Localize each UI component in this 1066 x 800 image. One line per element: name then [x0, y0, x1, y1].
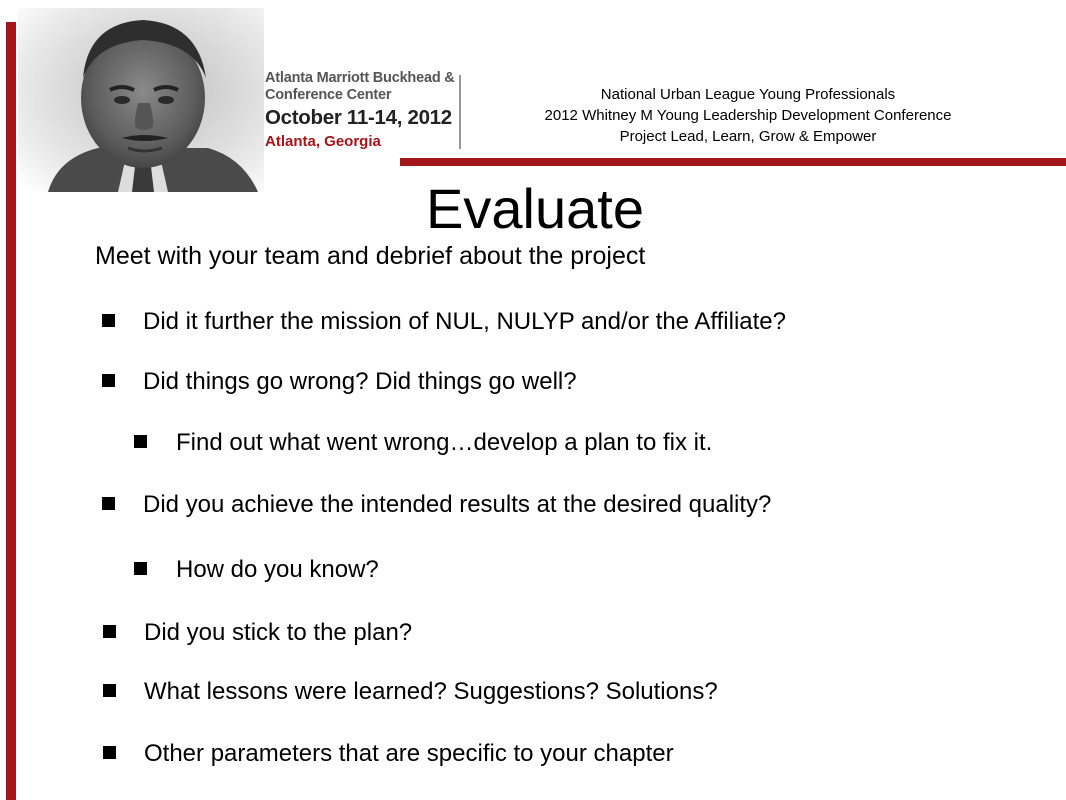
- bullet-text: Did you stick to the plan?: [144, 619, 413, 646]
- bullet-item: [102, 366, 577, 398]
- venue-divider: [459, 75, 461, 149]
- sub-bullet-item: [134, 427, 712, 459]
- bullet-text: What lessons were learned? Suggestions? Solutions?: [144, 678, 718, 705]
- header-divider-bar: [400, 158, 1066, 166]
- bullet-square-icon: [103, 625, 116, 638]
- venue-location: Atlanta, Georgia: [265, 133, 381, 150]
- bullet-text: Did it further the mission of NUL, NULYP and/or the Affiliate?: [143, 308, 786, 335]
- slide-subtitle: Meet with your team and debrief about the project: [95, 242, 646, 270]
- bullet-text: Other parameters that are specific to your chapter: [144, 740, 674, 767]
- sub-bullet-item: [134, 554, 379, 586]
- conference-line1: National Urban League Young Professionals: [600, 86, 896, 103]
- bullet-square-icon: [102, 497, 115, 510]
- bullet-item: [103, 617, 412, 649]
- portrait-photo: [18, 8, 264, 192]
- venue-name-line1: Atlanta Marriott Buckhead &: [265, 70, 455, 86]
- bullet-text: Did you achieve the intended results at the desired quality?: [143, 491, 772, 518]
- bullet-item: [103, 738, 674, 770]
- bullet-square-icon: [134, 562, 147, 575]
- bullet-square-icon: [103, 684, 116, 697]
- bullet-item: [103, 676, 718, 708]
- venue-block: [265, 70, 455, 152]
- conference-info: [468, 84, 1028, 147]
- left-accent-bar: [6, 22, 16, 800]
- bullet-item: [102, 489, 771, 521]
- conference-line3: Project Lead, Learn, Grow & Empower: [619, 128, 877, 145]
- slide-title: Evaluate: [426, 177, 644, 240]
- venue-dates: October 11-14, 2012: [265, 106, 452, 129]
- bullet-text: Find out what went wrong…develop a plan to fix it.: [176, 429, 713, 456]
- conference-line2: 2012 Whitney M Young Leadership Development Conference: [544, 107, 952, 124]
- bullet-text: How do you know?: [176, 556, 379, 583]
- bullet-square-icon: [102, 374, 115, 387]
- bullet-square-icon: [103, 746, 116, 759]
- bullet-square-icon: [102, 314, 115, 327]
- venue-name-line2: Conference Center: [265, 87, 392, 103]
- bullet-text: Did things go wrong? Did things go well?: [143, 368, 577, 395]
- bullet-square-icon: [134, 435, 147, 448]
- bullet-item: [102, 306, 786, 338]
